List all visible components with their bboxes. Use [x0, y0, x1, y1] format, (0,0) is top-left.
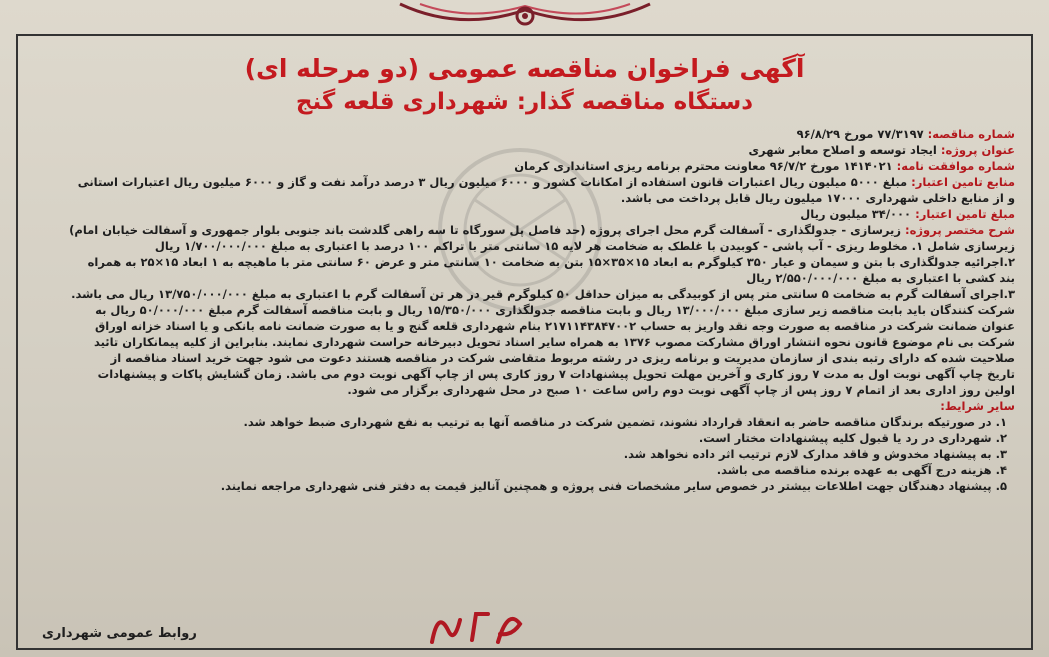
funding-sources-row — [34, 174, 1015, 190]
field-value: مبلغ ۵۰۰۰ میلیون ریال اعتبارات قانون استفاده از امکانات کشور و ۶۰۰۰ میلیون ریال ۳ درصد درآمد نفت و گاز و ۶۰۰۰ میلیون ریال اعتبارات استانی — [77, 175, 908, 189]
decorative-ornament — [390, 0, 660, 30]
field-value: ۷۷/۳۱۹۷ مورخ ۹۶/۸/۲۹ — [796, 127, 924, 141]
body-line: شرکت کنندگان باید بابت مناقصه زیر سازی مبلغ ۱۳/۰۰۰/۰۰۰ ریال و بابت مناقصه جدولگذاری ۱۵/۳۵۰/۰۰۰ ریال و بابت مناقصه آسفالت گرم مبلغ ۵۰/۰۰۰/۰۰۰ ریال به — [95, 303, 1015, 317]
advert-body — [34, 126, 1015, 494]
body-line: ۲.اجرائیه جدولگذاری با بتن و سیمان و عیار ۳۵۰ کیلوگرم به ابعاد ۱۵×۳۵×۱۵ بتن به ضخامت ۱۰ سانتی متر و عرض ۶۰ سانتی متر با ماهیچه به ۱ ابعاد ۱۵×۲۵ به همراه — [87, 255, 1015, 269]
field-value: ایجاد توسعه و اصلاح معابر شهری — [748, 143, 937, 157]
body-line: شرکت بی نام موضوع قانون نحوه انتشار اوراق مشارکت مصوب ۱۳۷۶ به همراه سایر اسناد تحویل دبیرخانه حراست شهرداری نمایند. بنابراین از کلیه پیمانکاران تائید — [93, 335, 1015, 349]
body-line: اولین روز اداری بعد از اتمام ۷ روز پس از چاپ آگهی نوبت دوم راس ساعت ۱۰ صبح در محل شهرداری برگزار می شود. — [347, 383, 1015, 397]
body-line: ۳.اجرای آسفالت گرم به ضخامت ۵ سانتی متر پس از کوبیدگی به میزان حداقل ۵۰ کیلوگرم قیر در هر تن آسفالت گرم با اعتباری به مبلغ ۱۳/۷۵۰/۰۰۰/۰۰۰ ریال می باشد. — [71, 287, 1015, 301]
body-line: صلاحیت شده که دارای رتبه بندی از سازمان مدیریت و برنامه ریزی در رشته مربوط متقاضی شرکت در مناقصه هستند دعوت می شود جهت خرید اسناد مناقصه از — [110, 351, 1015, 365]
body-line: عنوان ضمانت شرکت در مناقصه به صورت وجه نقد واریز به حساب ۲۱۷۱۱۴۳۸۴۷۰۰۲ بنام شهرداری قلعه گنج و یا به صورت ضمانت نامه بانکی و یا اسناد خزانه اوراق — [94, 319, 1015, 333]
advert-title: آگهی فراخوان مناقصه عمومی (دو مرحله ای) — [244, 54, 805, 83]
handwritten-note — [420, 600, 530, 650]
body-line: بند کشی با اعتباری به مبلغ ۲/۵۵۰/۰۰۰/۰۰۰ ریال — [746, 271, 1015, 285]
field-label: شماره موافقت نامه: — [896, 159, 1015, 173]
tender-number-row — [34, 126, 1015, 142]
agreement-number-row — [34, 158, 1015, 174]
condition-item: ۲. شهرداری در رد یا قبول کلیه پیشنهادات مختار است. — [698, 431, 1007, 445]
project-title-row — [34, 142, 1015, 158]
footer-signature: روابط عمومی شهرداری — [42, 626, 197, 641]
field-value: ۱۴۱۴۰۲۱ مورخ ۹۶/۷/۲ معاونت محترم برنامه ریزی استانداری کرمان — [514, 159, 893, 173]
conditions-heading: سایر شرایط: — [940, 399, 1015, 413]
field-label: شماره مناقصه: — [927, 127, 1015, 141]
field-label: مبلغ تامین اعتبار: — [915, 207, 1015, 221]
advert-header — [0, 52, 1049, 118]
field-value: ۳۴/۰۰۰ میلیون ریال — [800, 207, 912, 221]
body-line: زیرسازی شامل ۱. مخلوط ریزی - آب پاشی - کوبیدن با غلطک به ضخامت هر لایه ۱۵ سانتی متر با تراکم ۱۰۰ درصد با اعتباری به مبلغ ۱/۷۰۰/۰۰۰/۰۰۰ ریال — [154, 239, 1015, 253]
field-value: زیرسازی - جدولگذاری - آسفالت گرم محل اجرای پروژه (حد فاصل پل سورگاه تا سه راهی گلدشت باند جنوبی بلوار جمهوری و آسفالت خیابان امام) — [69, 223, 901, 237]
funding-continuation: و از منابع داخلی شهرداری ۱۷۰۰۰ میلیون ریال قابل پرداخت می باشد. — [620, 191, 1015, 205]
condition-item: ۱. در صورتیکه برندگان مناقصه حاضر به انعقاد قرارداد نشوند، تضمین شرکت در مناقصه آنها به ترتیب به نفع شهرداری ضبط خواهد شد. — [243, 415, 1007, 429]
body-line: تاریخ چاپ آگهی نوبت اول به مدت ۷ روز کاری و آخرین مهلت تحویل پیشنهادات ۷ روز کاری پس از چاپ آگهی نوبت دوم می باشد. زمان گشایش پاکات و پیشنهادات — [97, 367, 1015, 381]
condition-item: ۳. به پیشنهاد مخدوش و فاقد مدارک لازم ترتیب اثر داده نخواهد شد. — [623, 447, 1007, 461]
advert-subtitle: دستگاه مناقصه گذار: شهرداری قلعه گنج — [295, 89, 754, 115]
funding-amount-row — [34, 206, 1015, 222]
field-label: عنوان پروژه: — [940, 143, 1015, 157]
project-summary-row — [34, 222, 1015, 238]
condition-item: ۴. هزینه درج آگهی به عهده برنده مناقصه می باشد. — [716, 463, 1007, 477]
condition-item: ۵. پیشنهاد دهندگان جهت اطلاعات بیشتر در خصوص سایر مشخصات فنی پروژه و همچنین آنالیز قیمت به دفتر فنی شهرداری مراجعه نمایند. — [220, 479, 1007, 493]
field-label: منابع تامین اعتبار: — [911, 175, 1015, 189]
field-label: شرح مختصر پروژه: — [905, 223, 1015, 237]
